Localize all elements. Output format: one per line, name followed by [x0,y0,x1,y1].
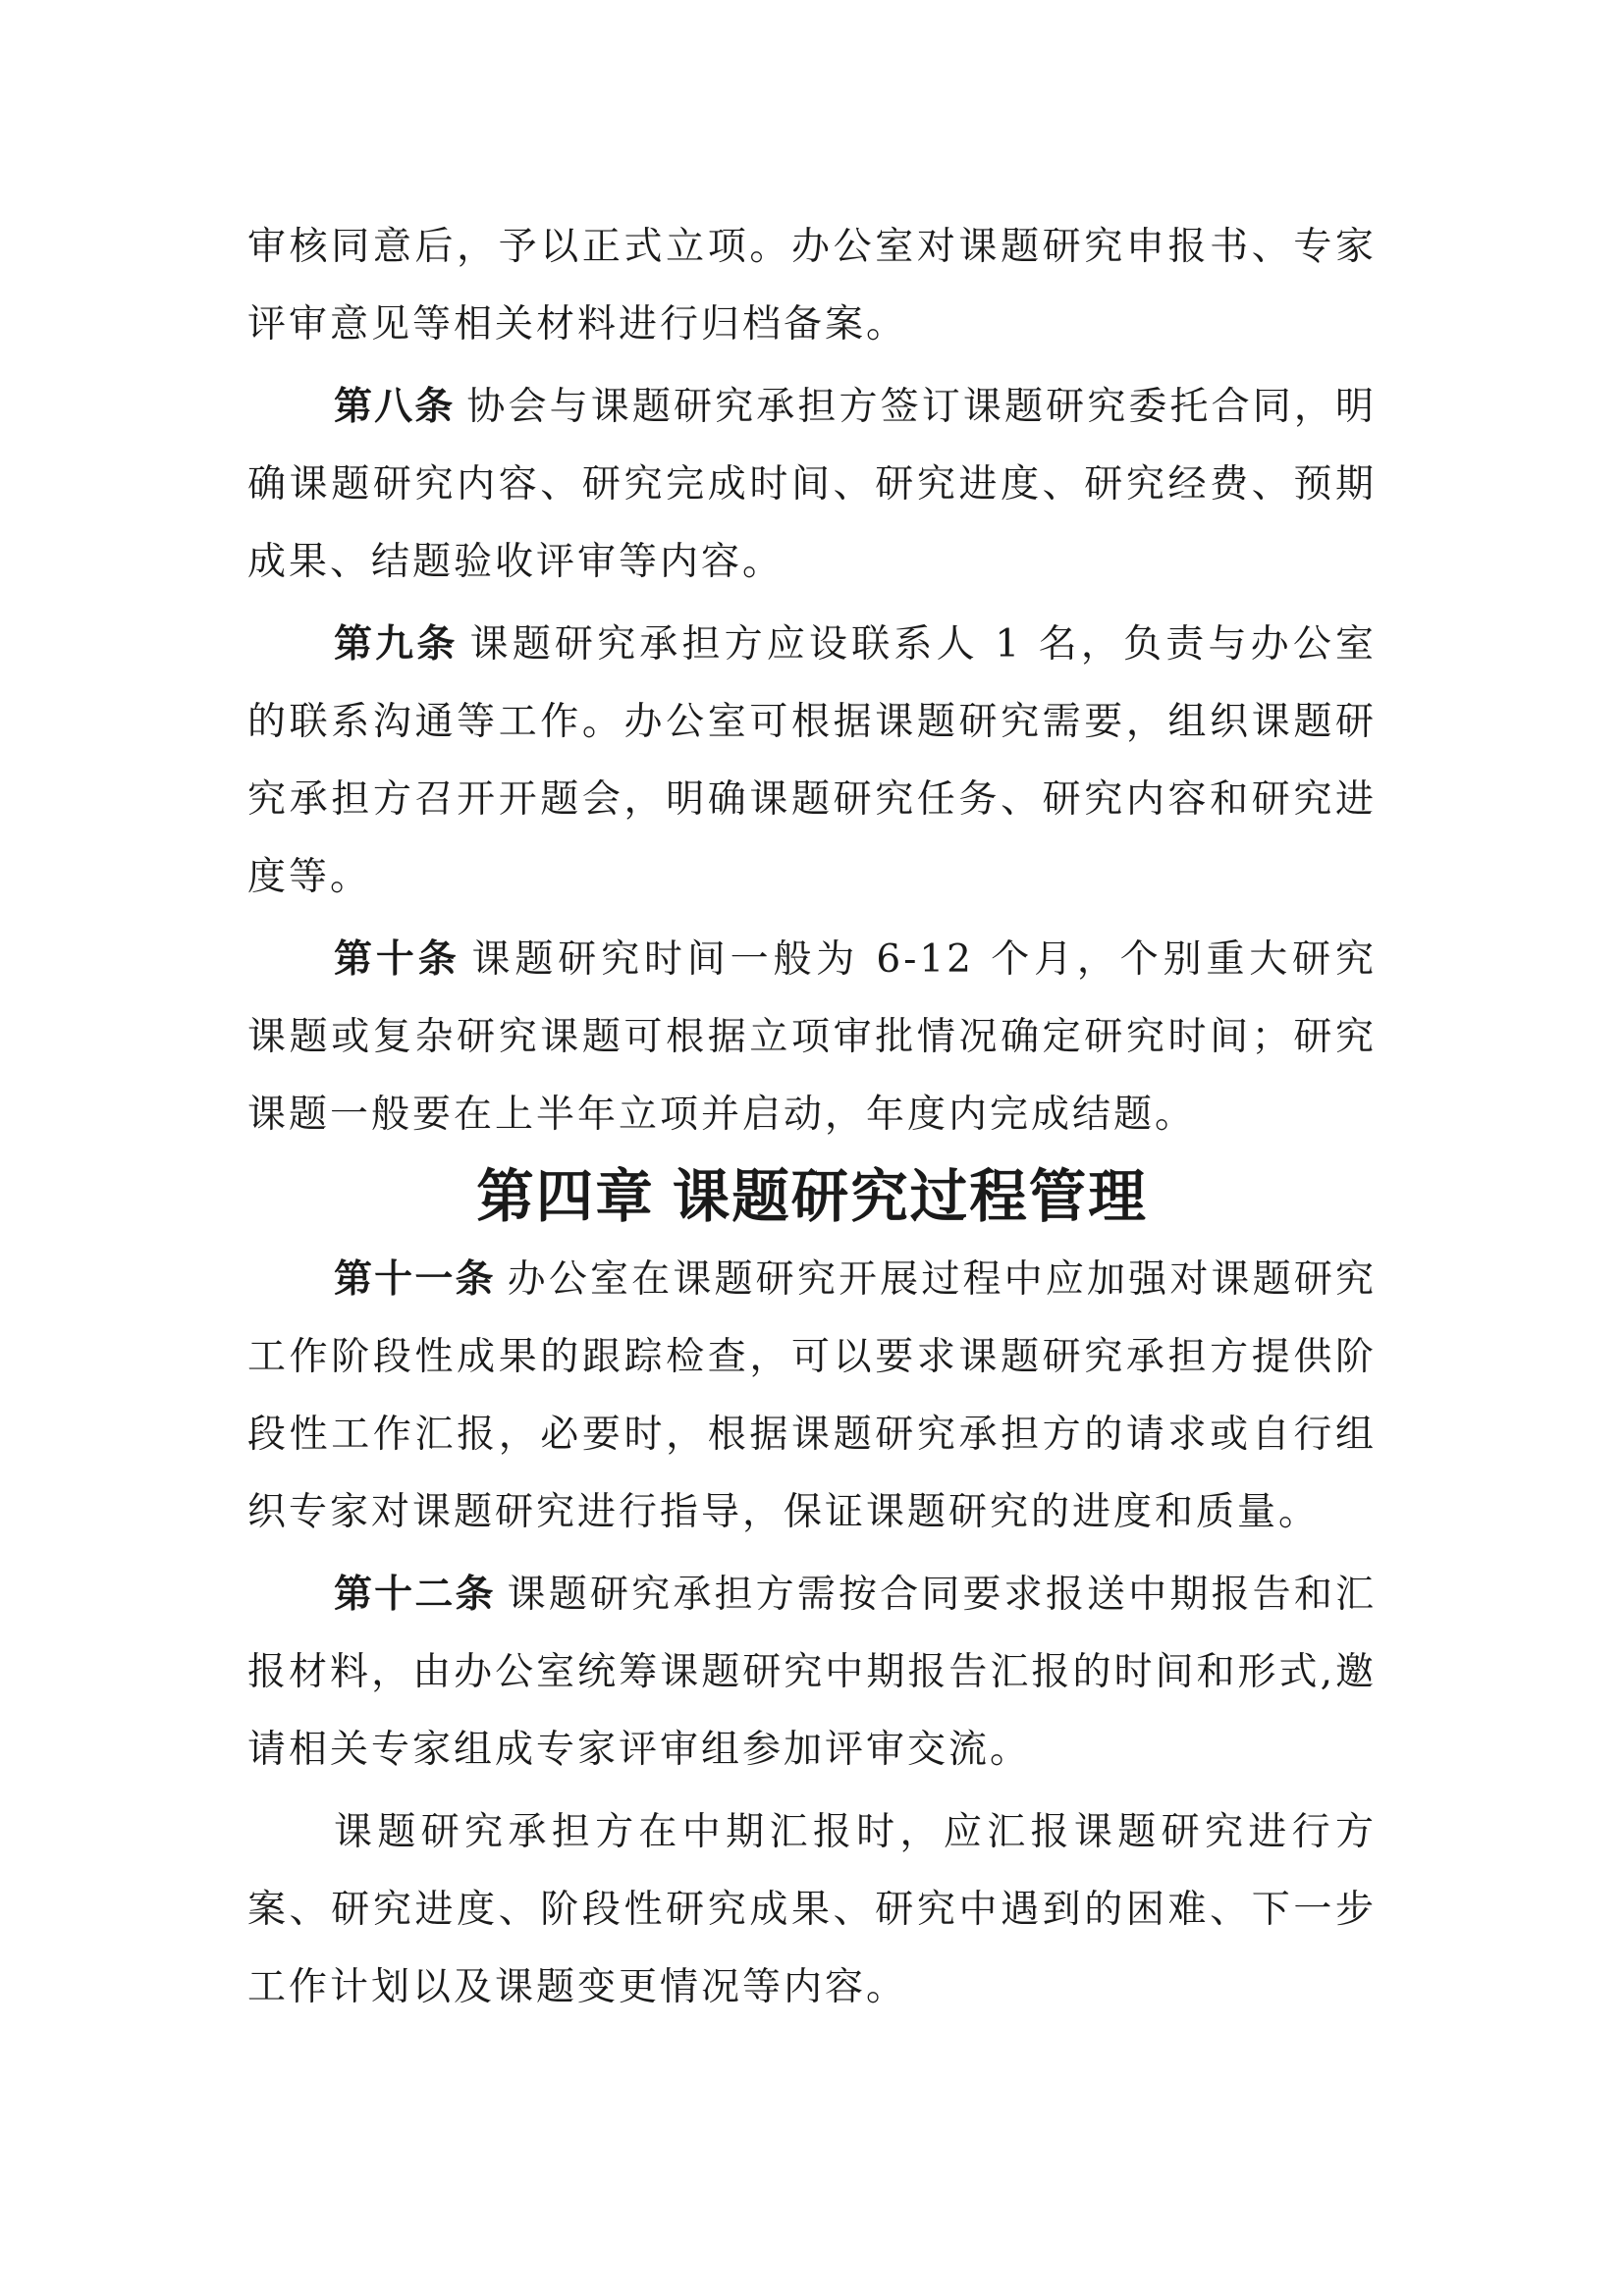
chapter-4-number: 第四章 [476,1163,655,1230]
chapter-4-heading [247,1158,1377,1236]
paragraph-text: 审核同意后，予以正式立项。办公室对课题研究申报书、专家评审意见等相关材料进行归档备案。 [247,225,1377,347]
article-8-label: 第八条 [334,385,456,429]
article-9 [247,606,1377,916]
article-9-text: 课题研究承担方应设联系人 1 名，负责与办公室的联系沟通等工作。办公室可根据课题研究需要，组织课题研究承担方召开开题会，明确课题研究任务、研究内容和研究进度等。 [247,622,1377,899]
article-8-text: 协会与课题研究承担方签订课题研究委托合同，明确课题研究内容、研究完成时间、研究进度、研究经费、预期成果、结题验收评审等内容。 [247,385,1377,584]
article-12-label: 第十二条 [334,1573,496,1617]
paragraph-text: 课题研究承担方在中期汇报时，应汇报课题研究进行方案、研究进度、阶段性研究成果、研究中遇到的困难、下一步工作计划以及课题变更情况等内容。 [247,1810,1377,2009]
article-10-text: 课题研究时间一般为 6-12 个月，个别重大研究课题或复杂研究课题可根据立项审批情况确定研究时间；研究课题一般要在上半年立项并启动，年度内完成结题。 [247,937,1377,1137]
article-8 [247,368,1377,601]
chapter-4-title: 课题研究过程管理 [672,1163,1148,1230]
paragraph-midterm-report [247,1793,1377,2026]
article-11-text: 办公室在课题研究开展过程中应加强对课题研究工作阶段性成果的跟踪检查，可以要求课题研究承担方提供阶段性工作汇报，必要时，根据课题研究承担方的请求或自行组织专家对课题研究进行指导，保证课题研究的进度和质量。 [247,1257,1377,1534]
document-body [247,208,1377,2031]
article-10-label: 第十条 [334,937,460,982]
paragraph-approval-archiving [247,208,1377,363]
article-10 [247,921,1377,1153]
article-11 [247,1241,1377,1551]
article-9-label: 第九条 [334,622,459,667]
article-12-text: 课题研究承担方需按合同要求报送中期报告和汇报材料，由办公室统筹课题研究中期报告汇报的时间和形式,邀请相关专家组成专家评审组参加评审交流。 [247,1573,1377,1772]
article-12 [247,1556,1377,1789]
article-11-label: 第十一条 [334,1257,496,1302]
